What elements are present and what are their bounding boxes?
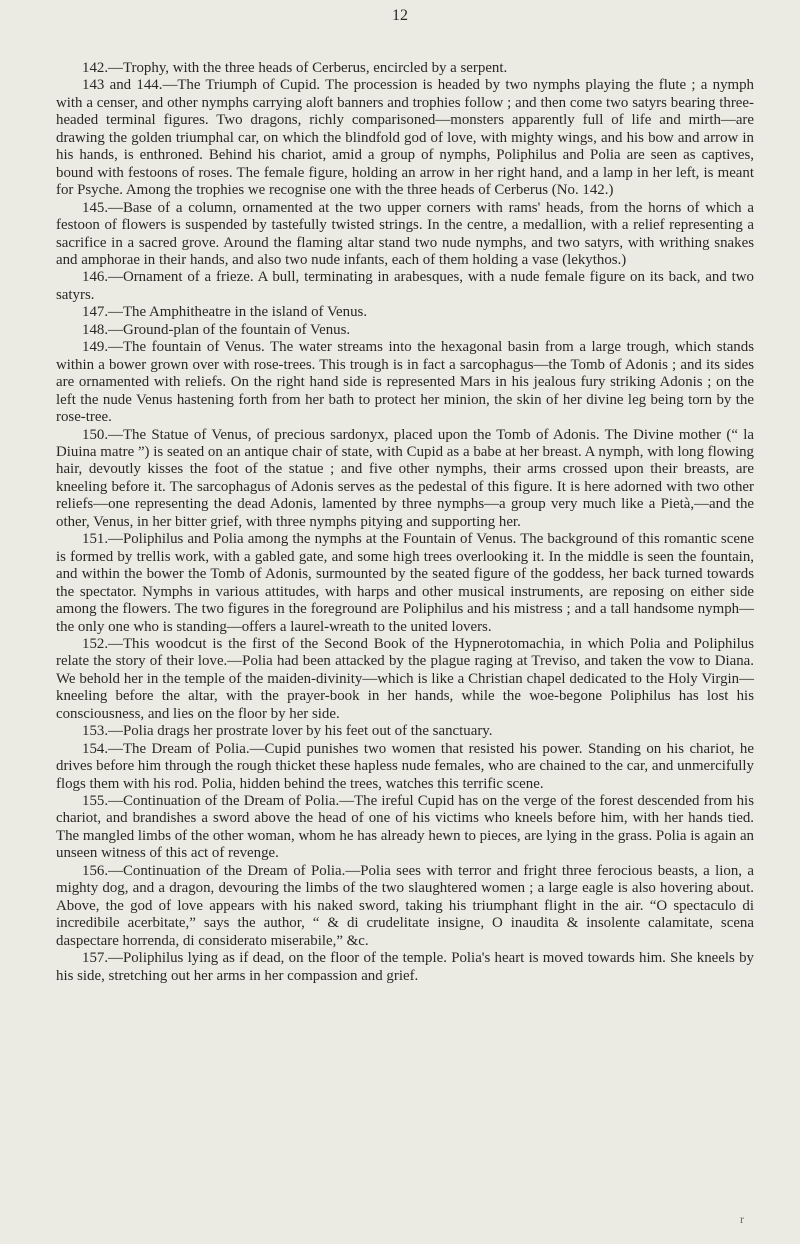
entry-149: 149.—The fountain of Venus. The water streams into the hexagonal basin from a large trough, which stands within a bower grown over with rose-trees. This trough is in fact a sarcophagus—the Tomb of Adonis ; and its sides are ornamented with reliefs. On the right hand side is represented Mars in his jealous fury striking Adonis ; on the left the nude Venus hastening forth from her bath to protect her minion, the skin of her divine leg being torn by the rose-tree. — [56, 339, 754, 426]
entry-148: 148.—Ground-plan of the fountain of Venus. — [82, 321, 351, 338]
entry-154: 154.—The Dream of Polia.—Cupid punishes two women that resisted his power. Standing on his chariot, he drives before him through the rough thicket these hapless nude females, who are chained to the car, and unmercifully flogs them with his rod. Polia, hidden behind the trees, watches this terrific scene. — [56, 740, 754, 792]
entry-157: 157.—Poliphilus lying as if dead, on the floor of the temple. Polia's heart is moved towards him. She kneels by his side, stretching out her arms in her compassion and grief. — [56, 950, 754, 984]
entry-150: 150.—The Statue of Venus, of precious sardonyx, placed upon the Tomb of Adonis. The Divine mother (“ la Diuina matre ”) is seated on an antique chair of state, with Cupid as a babe at her breast. A nymph, with long flowing hair, devoutly kisses the foot of the statue ; and five other nymphs, their arms crossed upon their breasts, are kneeling before it. The sarcophagus of Adonis serves as the pedestal of this figure. It is here adorned with two other reliefs—one representing the dead Adonis, lamented by three nymphs—a group very much like a Pietà,—and the other, Venus, in her bitter grief, with three nymphs pitying and supporting her. — [56, 426, 754, 530]
entry-152: 152.—This woodcut is the first of the Second Book of the Hypnerotomachia, in which Polia and Poliphilus relate the story of their love.—Polia had been attacked by the plague raging at Treviso, and taken the vow to Diana. We behold her in the temple of the maiden-divinity—which is like a Christian chapel dedicated to the Holy Virgin—kneeling before the altar, with the prayer-book in her hands, while the woe-begone Poliphilus has lost his consciousness, and lies on the floor by her side. — [56, 635, 754, 722]
entry-146: 146.—Ornament of a frieze. A bull, terminating in arabesques, with a nude female figure on its back, and two satyrs. — [56, 269, 754, 303]
entry-156: 156.—Continuation of the Dream of Polia.—Polia sees with terror and fright three ferocious beasts, a lion, a mighty dog, and a dragon, devouring the limbs of the two slaughtered women ; a large eagle is also hovering about. Above, the god of love appears with his naked sword, taking his triumphant flight in the air. “O spectaculo di incredibile acerbitate,” says the author, “ & di crudelitate insigne, O inaudita & insolente calamitate, scena daspectare horrenda, di considerato miserabile,” &c. — [56, 862, 754, 949]
entry-143-144: 143 and 144.—The Triumph of Cupid. The procession is headed by two nymphs playing the flute ; a nymph with a censer, and other nymphs carrying aloft banners and trophies follow ; and then come two satyrs bearing three-headed terminal figures. Two dragons, richly comparisoned—monsters apparently full of life and mirth—are drawing the golden triumphal car, on which the blindfold god of love, with mighty wings, and his bow and arrow in his hands, is enthroned. Behind his chariot, amid a group of nymphs, Poliphilus and Polia are seen as captives, bound with festoons of roses. The female figure, holding an arrow in her right hand, and a lamp in her left, is meant for Psyche. Among the trophies we recognise one with the three heads of Cerberus (No. 142.) — [56, 77, 754, 199]
entry-142: 142.—Trophy, with the three heads of Cerberus, encircled by a serpent. — [82, 60, 508, 76]
entry-151: 151.—Poliphilus and Polia among the nymphs at the Fountain of Venus. The background of this romantic scene is formed by trellis work, with a gabled gate, and some high trees overlooking it. In the middle is seen the fountain, and within the bower the Tomb of Adonis, surmounted by the seated figure of the goddess, her back turned towards the spectator. Nymphs in various attitudes, with harps and other musical instruments, are reposing on either side among the flowers. The two figures in the foreground are Poliphilus and his mistress ; and a tall handsome nymph—the only one who is standing—offers a laurel-wreath to the united lovers. — [56, 531, 754, 635]
catalogue-entries — [56, 60, 754, 985]
entry-155: 155.—Continuation of the Dream of Polia.—The ireful Cupid has on the verge of the forest descended from his chariot, and brandishes a sword above the head of one of his victims who kneels before him, with her hands tied. The mangled limbs of the other woman, whom he has already hewn to pieces, are lying in the grass. Polia is again an unseen witness of this act of revenge. — [56, 793, 754, 862]
entry-147: 147.—The Amphitheatre in the island of Venus. — [82, 304, 368, 321]
stray-mark: r — [740, 1212, 744, 1226]
entry-145: 145.—Base of a column, ornamented at the two upper corners with rams' heads, from the horns of which a festoon of flowers is suspended by tastefully twisted strings. In the centre, a medallion, with a relief representing a sacrifice in a sacred grove. Around the flaming altar stand two nude nymphs, and two satyrs, with writhing snakes and amphorae in their hands, and also two nude infants, each of them holding a vase (lekythos.) — [56, 199, 754, 268]
entry-153: 153.—Polia drags her prostrate lover by his feet out of the sanctuary. — [82, 723, 493, 740]
page-number: 12 — [392, 7, 408, 24]
